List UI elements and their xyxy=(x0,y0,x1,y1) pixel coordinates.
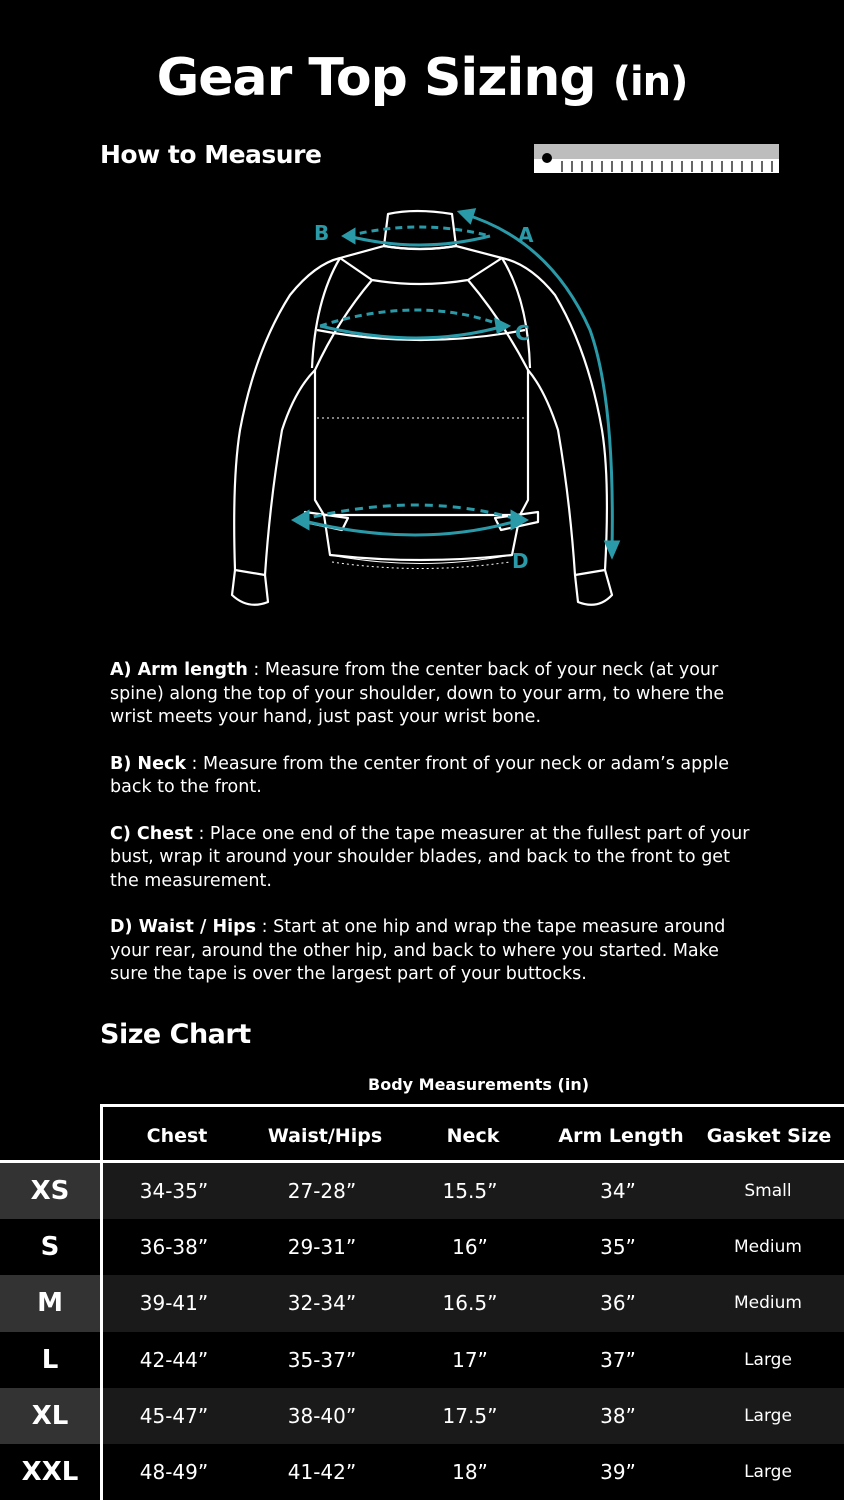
column-header-chest: Chest xyxy=(146,1125,208,1147)
column-header-waist-hips: Waist/Hips xyxy=(267,1125,383,1147)
table-left-border xyxy=(100,1104,103,1500)
label-a: A xyxy=(518,223,534,247)
instruction-chest xyxy=(110,823,750,894)
size-label: XL xyxy=(0,1388,100,1444)
gasket-value: Large xyxy=(744,1349,792,1370)
instruction-text: : Measure from the center back of your neck (at your spine) along the top of your shoulder, down to your arm, to where the wrist meets your hand, just past your wrist bone. xyxy=(110,660,725,727)
chest-value: 39-41” xyxy=(139,1291,209,1316)
instruction-waist-hips xyxy=(110,916,750,987)
column-header-gasket-size: Gasket Size xyxy=(706,1125,832,1147)
waist-value: 41-42” xyxy=(287,1460,357,1485)
gasket-value: Large xyxy=(744,1405,792,1426)
body-measurements-caption: Body Measurements (in) xyxy=(368,1075,590,1094)
title-main: Gear Top Sizing xyxy=(156,48,596,108)
chest-value: 36-38” xyxy=(139,1235,209,1260)
table-row xyxy=(0,1219,844,1275)
gasket-value: Large xyxy=(744,1462,792,1483)
how-to-measure-heading: How to Measure xyxy=(100,140,322,169)
arm-value: 37” xyxy=(600,1347,636,1372)
table-row xyxy=(0,1332,844,1388)
size-table xyxy=(0,1163,844,1500)
title-unit: (in) xyxy=(612,59,688,105)
table-row xyxy=(0,1388,844,1444)
measure-instructions xyxy=(110,659,750,1010)
neck-value: 17.5” xyxy=(442,1403,498,1428)
page-title xyxy=(0,48,844,108)
table-row xyxy=(0,1444,844,1500)
gasket-value: Medium xyxy=(734,1293,802,1314)
table-header xyxy=(100,1104,844,1160)
neck-value: 15.5” xyxy=(442,1179,498,1204)
instruction-neck xyxy=(110,753,750,800)
instruction-label: D) Waist / Hips xyxy=(110,917,257,937)
instruction-text: : Place one end of the tape measurer at the fullest part of your bust, wrap it around your shoulder blades, and back to the front to get the measurement. xyxy=(110,823,750,891)
tape-measure-icon xyxy=(534,144,780,174)
size-label: S xyxy=(0,1219,100,1275)
arm-value: 39” xyxy=(600,1460,636,1485)
neck-value: 16” xyxy=(452,1235,488,1260)
size-label: L xyxy=(0,1332,100,1388)
size-label: M xyxy=(0,1275,100,1331)
instruction-label: B) Neck xyxy=(110,753,186,774)
waist-value: 38-40” xyxy=(287,1403,357,1428)
label-c: C xyxy=(515,321,530,345)
chest-value: 42-44” xyxy=(139,1347,209,1372)
waist-value: 35-37” xyxy=(287,1347,357,1372)
label-b: B xyxy=(314,221,330,245)
size-label: XS xyxy=(0,1163,100,1219)
arm-value: 38” xyxy=(600,1403,636,1428)
column-header-arm-length: Arm Length xyxy=(558,1125,684,1147)
arm-value: 35” xyxy=(600,1235,636,1260)
label-d: D xyxy=(512,549,529,573)
jacket-outline xyxy=(232,211,612,605)
arm-value: 34” xyxy=(600,1179,636,1204)
waist-value: 29-31” xyxy=(287,1235,357,1260)
table-row xyxy=(0,1275,844,1331)
instruction-label: C) Chest xyxy=(110,823,193,844)
waist-value: 32-34” xyxy=(287,1291,357,1316)
neck-value: 17” xyxy=(452,1347,488,1372)
instruction-arm-length xyxy=(110,659,750,730)
size-chart-heading: Size Chart xyxy=(100,1019,251,1050)
instruction-text: : Measure from the center front of your neck or adam’s apple back to the front. xyxy=(110,753,729,797)
chest-value: 34-35” xyxy=(139,1179,209,1204)
chest-value: 48-49” xyxy=(139,1460,209,1485)
jacket-diagram xyxy=(220,200,630,630)
size-label: XXL xyxy=(0,1444,100,1500)
instruction-text: : Start at one hip and wrap the tape measure around your rear, around the other hip, and back to where you started. Make sure the tape is over the largest part of your buttocks. xyxy=(110,917,726,984)
table-row xyxy=(0,1163,844,1219)
column-header-neck: Neck xyxy=(446,1125,500,1147)
gasket-value: Medium xyxy=(734,1237,802,1258)
chest-value: 45-47” xyxy=(139,1403,209,1428)
instruction-label: A) Arm length xyxy=(110,660,248,680)
neck-value: 18” xyxy=(452,1460,488,1485)
waist-value: 27-28” xyxy=(287,1179,357,1204)
gasket-value: Small xyxy=(744,1181,792,1202)
neck-value: 16.5” xyxy=(442,1291,498,1316)
arm-value: 36” xyxy=(600,1291,636,1316)
